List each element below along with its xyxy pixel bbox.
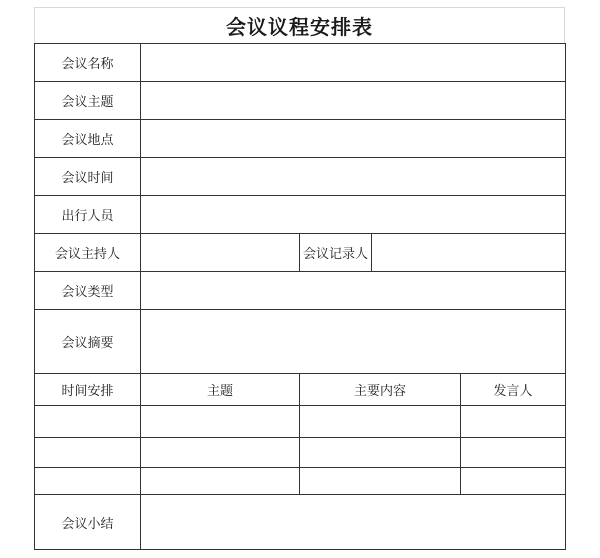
schedule-row [35, 468, 566, 495]
schedule-content-cell[interactable] [300, 438, 461, 468]
row-host-recorder [35, 234, 566, 272]
field-meeting-topic[interactable] [141, 82, 566, 120]
schedule-header-row [35, 374, 566, 406]
row-attendees [35, 196, 566, 234]
schedule-time-cell[interactable] [35, 468, 141, 495]
label-meeting-name: 会议名称 [35, 44, 141, 82]
agenda-table [34, 43, 566, 550]
row-meeting-summary [35, 495, 566, 550]
field-meeting-name[interactable] [141, 44, 566, 82]
schedule-speaker-cell[interactable] [461, 406, 566, 438]
label-meeting-time: 会议时间 [35, 158, 141, 196]
label-meeting-location: 会议地点 [35, 120, 141, 158]
label-attendees: 出行人员 [35, 196, 141, 234]
field-meeting-type[interactable] [141, 272, 566, 310]
schedule-content-cell[interactable] [300, 406, 461, 438]
schedule-topic-cell[interactable] [141, 406, 300, 438]
field-attendees[interactable] [141, 196, 566, 234]
label-meeting-abstract: 会议摘要 [35, 310, 141, 374]
header-content: 主要内容 [300, 374, 461, 406]
label-recorder: 会议记录人 [300, 234, 372, 272]
label-meeting-type: 会议类型 [35, 272, 141, 310]
field-host[interactable] [141, 234, 300, 272]
label-meeting-topic: 会议主题 [35, 82, 141, 120]
schedule-row [35, 438, 566, 468]
row-meeting-location [35, 120, 566, 158]
schedule-time-cell[interactable] [35, 406, 141, 438]
schedule-speaker-cell[interactable] [461, 468, 566, 495]
label-meeting-summary: 会议小结 [35, 495, 141, 550]
header-speaker: 发言人 [461, 374, 566, 406]
row-meeting-topic [35, 82, 566, 120]
schedule-speaker-cell[interactable] [461, 438, 566, 468]
schedule-topic-cell[interactable] [141, 438, 300, 468]
row-meeting-type [35, 272, 566, 310]
field-recorder[interactable] [372, 234, 566, 272]
schedule-row [35, 406, 566, 438]
header-time: 时间安排 [35, 374, 141, 406]
schedule-topic-cell[interactable] [141, 468, 300, 495]
field-meeting-time[interactable] [141, 158, 566, 196]
agenda-sheet [34, 7, 565, 551]
row-meeting-abstract [35, 310, 566, 374]
sheet-title: 会议议程安排表 [34, 7, 565, 43]
row-meeting-name [35, 44, 566, 82]
field-meeting-summary[interactable] [141, 495, 566, 550]
schedule-time-cell[interactable] [35, 438, 141, 468]
row-meeting-time [35, 158, 566, 196]
header-topic: 主题 [141, 374, 300, 406]
field-meeting-location[interactable] [141, 120, 566, 158]
field-meeting-abstract[interactable] [141, 310, 566, 374]
schedule-content-cell[interactable] [300, 468, 461, 495]
label-host: 会议主持人 [35, 234, 141, 272]
